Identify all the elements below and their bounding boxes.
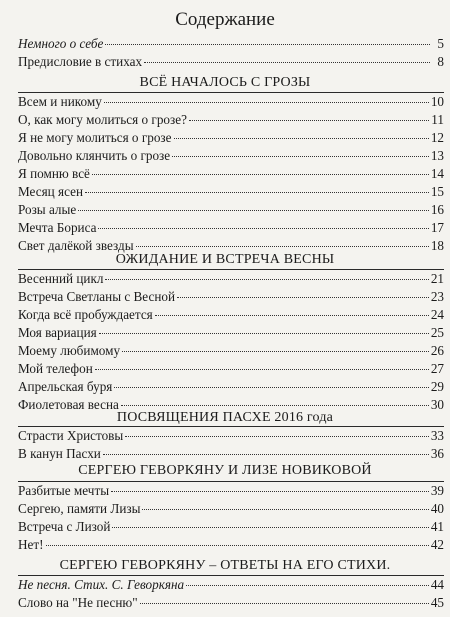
entry-page: 16: [430, 202, 444, 217]
entry-title: Нет!: [18, 537, 44, 552]
section-heading: ПОСВЯЩЕНИЯ ПАСХЕ 2016 года: [116, 410, 334, 425]
entry-page: 39: [430, 483, 444, 498]
toc-entry: [18, 594, 444, 612]
dot-leader: [85, 192, 429, 193]
toc-entry: [18, 427, 444, 445]
entry-page: 30: [430, 397, 444, 412]
toc-entry: [18, 445, 444, 463]
entry-title: Мечта Бориса: [18, 220, 97, 235]
entry-page: 18: [430, 238, 444, 253]
entry-page: 33: [430, 428, 444, 443]
toc-entry: [18, 378, 444, 396]
toc-title: Содержание: [175, 9, 275, 30]
dot-leader: [189, 120, 429, 121]
entry-page: 44: [430, 577, 444, 592]
entry-title: О, как могу молиться о грозе?: [18, 112, 187, 127]
toc-entry: [18, 53, 444, 71]
dot-leader: [172, 156, 429, 157]
toc-entry: [18, 306, 444, 324]
dot-leader: [114, 387, 428, 388]
entry-page: 17: [430, 220, 444, 235]
entry-page: 13: [430, 148, 444, 163]
toc-entry: [18, 147, 444, 165]
entry-title: Розы алые: [18, 202, 77, 217]
toc-entry: [18, 288, 444, 306]
entry-page: 26: [430, 343, 444, 358]
entry-title: Моему любимому: [18, 343, 121, 358]
entry-page: 21: [430, 271, 444, 286]
dot-leader: [98, 228, 428, 229]
entry-title: Не песня. Стих. С. Геворкяна: [18, 577, 185, 592]
entry-title: Мой телефон: [18, 361, 93, 376]
toc-entry: [18, 482, 444, 500]
entry-title: Встреча Светланы с Весной: [18, 289, 176, 304]
entry-page: 14: [430, 166, 444, 181]
dot-leader: [46, 545, 429, 546]
toc-entry: [18, 111, 444, 129]
dot-leader: [174, 138, 429, 139]
entry-title: Встреча с Лизой: [18, 519, 111, 534]
entry-page: 41: [430, 519, 444, 534]
toc-entry: [18, 518, 444, 536]
entry-page: 42: [430, 537, 444, 552]
entry-title: В канун Пасхи: [18, 446, 101, 461]
entry-page: 29: [430, 379, 444, 394]
dot-leader: [95, 369, 429, 370]
entry-page: 15: [430, 184, 444, 199]
dot-leader: [99, 333, 429, 334]
toc-entry: [18, 536, 444, 554]
entry-page: 24: [430, 307, 444, 322]
dot-leader: [177, 297, 429, 298]
dot-leader: [105, 44, 430, 45]
toc-entry: [18, 500, 444, 518]
entry-page: 27: [430, 361, 444, 376]
section-heading: ОЖИДАНИЕ И ВСТРЕЧА ВЕСНЫ: [115, 252, 335, 267]
section-heading: ВСЁ НАЧАЛОСЬ С ГРОЗЫ: [139, 75, 311, 90]
toc-entry: [18, 165, 444, 183]
dot-leader: [121, 405, 429, 406]
entry-title: Немного о себе: [18, 36, 104, 51]
entry-page: 5: [437, 36, 444, 51]
toc-entry: [18, 183, 444, 201]
entry-page: 11: [431, 112, 444, 127]
entry-page: 40: [430, 501, 444, 516]
dot-leader: [78, 210, 429, 211]
toc-entry: [18, 576, 444, 594]
toc-entry: [18, 342, 444, 360]
dot-leader: [155, 315, 429, 316]
entry-title: Предисловие в стихах: [18, 54, 143, 69]
entry-title: Весенний цикл: [18, 271, 104, 286]
entry-title: Свет далёкой звезды: [18, 238, 134, 253]
toc-entry: [18, 35, 444, 53]
dot-leader: [142, 509, 428, 510]
toc-entry: [18, 93, 444, 111]
entry-page: 25: [430, 325, 444, 340]
dot-leader: [111, 491, 429, 492]
entry-page: 10: [430, 94, 444, 109]
entry-page: 23: [430, 289, 444, 304]
entry-page: 45: [430, 595, 444, 610]
entry-page: 8: [437, 54, 444, 69]
entry-title: Когда всё пробуждается: [18, 307, 153, 322]
dot-leader: [104, 102, 429, 103]
section-heading: СЕРГЕЮ ГЕВОРКЯНУ – ОТВЕТЫ НА ЕГО СТИХИ.: [59, 558, 391, 573]
dot-leader: [105, 279, 428, 280]
entry-title: Страсти Христовы: [18, 428, 124, 443]
dot-leader: [92, 174, 429, 175]
toc-entry: [18, 201, 444, 219]
entry-title: Всем и никому: [18, 94, 102, 109]
entry-title: Я помню всё: [18, 166, 90, 181]
dot-leader: [122, 351, 429, 352]
entry-page: 36: [430, 446, 444, 461]
section-heading: СЕРГЕЮ ГЕВОРКЯНУ И ЛИЗЕ НОВИКОВОЙ: [78, 463, 372, 478]
entry-title: Сергею, памяти Лизы: [18, 501, 141, 516]
dot-leader: [144, 62, 430, 63]
dot-leader: [103, 454, 429, 455]
toc-entry: [18, 219, 444, 237]
entry-title: Довольно клянчить о грозе: [18, 148, 171, 163]
dot-leader: [140, 603, 429, 604]
toc-entry: [18, 324, 444, 342]
entry-title: Разбитые мечты: [18, 483, 110, 498]
toc-entry: [18, 129, 444, 147]
toc-entry: [18, 270, 444, 288]
entry-title: Я не могу молиться о грозе: [18, 130, 172, 145]
entry-title: Моя вариация: [18, 325, 97, 340]
toc-entry: [18, 360, 444, 378]
entry-title: Фиолетовая весна: [18, 397, 119, 412]
entry-page: 12: [430, 130, 444, 145]
entry-title: Апрельская буря: [18, 379, 113, 394]
dot-leader: [112, 527, 428, 528]
entry-title: Месяц ясен: [18, 184, 83, 199]
dot-leader: [136, 246, 429, 247]
dot-leader: [186, 585, 429, 586]
dot-leader: [125, 436, 429, 437]
entry-title: Слово на "Не песню": [18, 595, 138, 610]
